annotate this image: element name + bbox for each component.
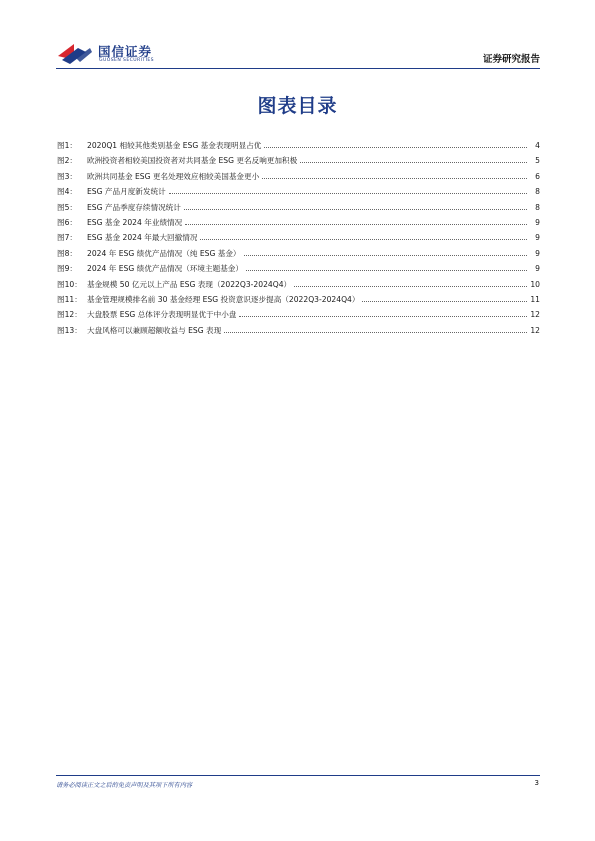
toc-dot-leader xyxy=(185,224,527,225)
toc-dot-leader xyxy=(264,147,527,148)
toc-entry[interactable] xyxy=(57,184,540,199)
guosen-logo-icon xyxy=(56,42,94,66)
logo-chinese-name: 国信证券 xyxy=(98,44,153,59)
toc-entry[interactable] xyxy=(57,323,540,338)
toc-entry[interactable] xyxy=(57,215,540,230)
toc-entry-title: 欧洲共同基金 ESG 更名处理效应相较美国基金更小 xyxy=(87,171,260,181)
toc-entry[interactable] xyxy=(57,230,540,245)
toc-dot-leader xyxy=(200,239,527,240)
toc-entry-page: 10 xyxy=(530,279,540,289)
toc-entry-title: 2024 年 ESG 绩优产品情况（环境主题基金） xyxy=(87,264,243,274)
toc-entry[interactable] xyxy=(57,153,540,168)
toc-entry-number: 图7： xyxy=(57,233,78,243)
toc-entry[interactable] xyxy=(57,200,540,215)
toc-entry-number: 图13： xyxy=(57,325,82,335)
toc-entry-page: 12 xyxy=(530,310,540,320)
toc-dot-leader xyxy=(244,255,527,256)
toc-dot-leader xyxy=(239,316,527,317)
toc-entry-number: 图12： xyxy=(57,310,82,320)
toc-entry[interactable] xyxy=(57,261,540,276)
toc-entry-number: 图6： xyxy=(57,217,78,227)
toc-entry[interactable] xyxy=(57,307,540,322)
toc-dot-leader xyxy=(294,286,527,287)
toc-entry[interactable] xyxy=(57,169,540,184)
toc-entry-number: 图9： xyxy=(57,264,78,274)
toc-entry-number: 图4： xyxy=(57,187,78,197)
toc-entry[interactable] xyxy=(57,292,540,307)
toc-entry-title: 2020Q1 相较其他类别基金 ESG 基金表现明显占优 xyxy=(87,141,262,150)
toc-entry-number: 图3： xyxy=(57,171,78,181)
toc-entry-page: 12 xyxy=(530,325,540,335)
footer-divider xyxy=(56,775,540,776)
toc-entry-page: 8 xyxy=(535,202,540,212)
toc-entry-title: ESG 基金 2024 年最大回撤情况 xyxy=(87,233,198,243)
toc-dot-leader xyxy=(262,178,527,179)
toc-entry-title: 大盘股票 ESG 总体评分表现明显优于中小盘 xyxy=(87,310,237,320)
toc-entry-title: 欧洲投资者相较美国投资者对共同基金 ESG 更名反响更加积极 xyxy=(87,156,298,166)
toc-entry[interactable] xyxy=(57,138,540,153)
toc-entry-page: 9 xyxy=(535,248,540,258)
toc-dot-leader xyxy=(224,332,527,333)
header-divider xyxy=(56,68,540,69)
toc-dot-leader xyxy=(300,162,527,163)
toc-entry-title: ESG 产品月度新发统计 xyxy=(87,187,166,197)
toc-entry-number: 图1： xyxy=(57,141,78,150)
footer-disclaimer: 请务必阅读正文之后的免责声明及其项下所有内容 xyxy=(56,782,193,789)
toc-dot-leader xyxy=(169,193,527,194)
toc-entry-number: 图11： xyxy=(57,294,82,304)
report-type-label: 证券研究报告 xyxy=(482,54,540,65)
toc-entry-title: 基金规模 50 亿元以上产品 ESG 表现（2022Q3-2024Q4） xyxy=(87,279,292,289)
toc-entry-page: 4 xyxy=(535,141,540,150)
toc-dot-leader xyxy=(362,301,527,302)
toc-entry[interactable] xyxy=(57,246,540,261)
page-number: 3 xyxy=(534,779,539,787)
toc-entry-page: 9 xyxy=(535,264,540,274)
toc-entry-page: 11 xyxy=(530,294,540,304)
toc-entry-title: 大盘风格可以兼顾超额收益与 ESG 表现 xyxy=(87,325,222,335)
toc-entry-page: 5 xyxy=(535,156,540,166)
toc-dot-leader xyxy=(184,209,527,210)
toc-entry-title: 2024 年 ESG 绩优产品情况（纯 ESG 基金） xyxy=(87,248,241,258)
toc-entry-title: 基金管理规模排名前 30 基金经理 ESG 投资意识逐步提高（2022Q3-2024Q4） xyxy=(87,294,360,304)
page-title: 图表目录 xyxy=(257,95,338,117)
toc-entry-page: 9 xyxy=(535,217,540,227)
toc-entry-page: 8 xyxy=(535,187,540,197)
logo-english-name: GUOSEN SECURITIES xyxy=(99,58,154,63)
toc-entry-number: 图8： xyxy=(57,248,78,258)
page-header xyxy=(56,40,540,70)
toc-entry-number: 图2： xyxy=(57,156,78,166)
toc-entry-title: ESG 基金 2024 年业绩情况 xyxy=(87,217,183,227)
figure-list xyxy=(57,138,540,338)
toc-entry-page: 9 xyxy=(535,233,540,243)
guosen-logo xyxy=(56,40,186,70)
toc-entry-title: ESG 产品季度存续情况统计 xyxy=(87,202,181,212)
toc-entry-number: 图5： xyxy=(57,202,78,212)
toc-entry[interactable] xyxy=(57,277,540,292)
toc-entry-number: 图10： xyxy=(57,279,82,289)
toc-dot-leader xyxy=(246,270,527,271)
toc-entry-page: 6 xyxy=(535,171,540,181)
